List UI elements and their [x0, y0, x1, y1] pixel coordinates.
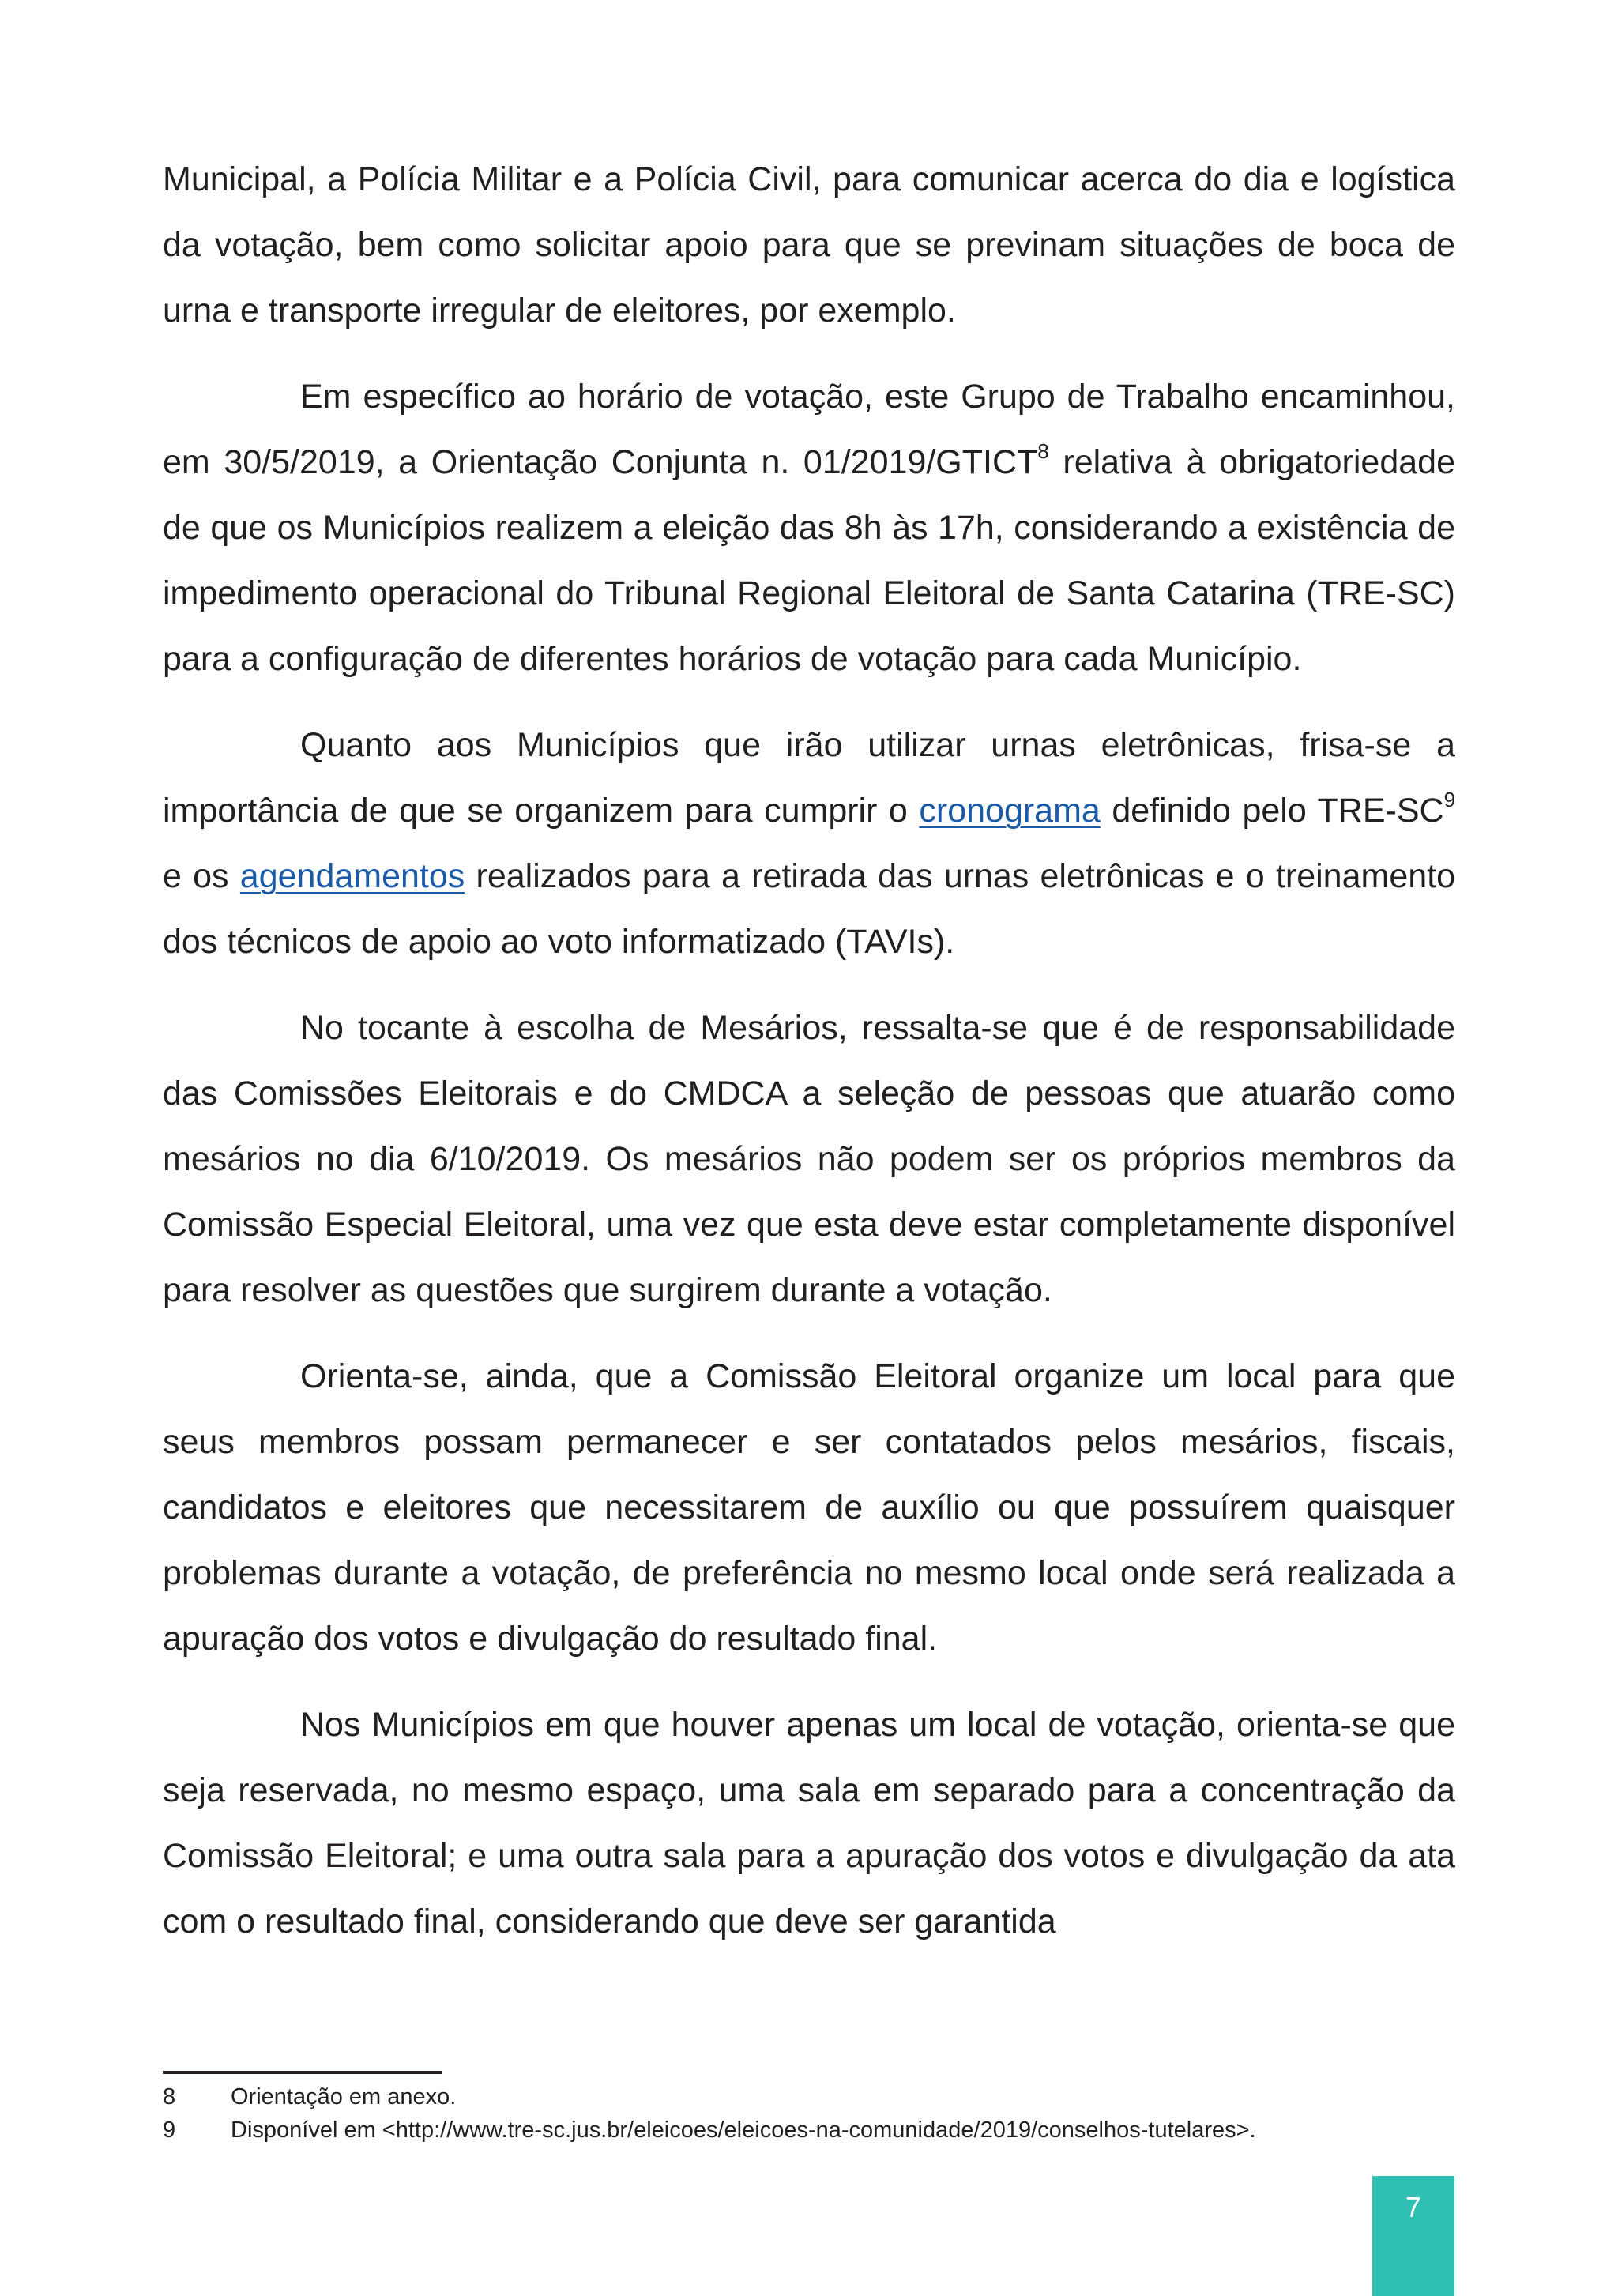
footnote-text: Disponível em <http://www.tre-sc.jus.br/eleicoes/eleicoes-na-comunidade/2019/conselhos-tutelares>.	[231, 2117, 1256, 2143]
paragraph-text: Municipal, a Polícia Militar e a Polícia Civil, para comunicar acerca do dia e logística da votação, bem como solicitar apoio para que se previnam situações de boca de urna e transporte irregular de eleitores, por exemplo.	[163, 160, 1455, 329]
paragraph-text: Nos Municípios em que houver apenas um local de votação, orienta-se que seja reservada, no mesmo espaço, uma sala em separado para a concentração da Comissão Eleitoral; e uma outra sala para a apuração dos votos e divulgação da ata com o resultado final, considerando que deve ser garantida	[163, 1706, 1455, 1940]
footnote-ref[interactable]: 8	[1037, 438, 1049, 463]
document-body	[163, 147, 1455, 1975]
paragraph-text: Quanto aos Municípios que irão utilizar urnas eletrônicas, frisa-se a importância de que se organizem para cumprir o	[163, 726, 1455, 830]
paragraph-text: Orienta-se, ainda, que a Comissão Eleitoral organize um local para que seus membros possam permanecer e ser contatados pelos mesários, fiscais, candidatos e eleitores que necessitarem de auxílio ou que possuírem quaisquer problemas durante a votação, de preferência no mesmo local onde será realizada a apuração dos votos e divulgação do resultado final.	[163, 1357, 1455, 1658]
paragraph	[163, 1692, 1455, 1955]
paragraph	[163, 364, 1455, 692]
paragraph-text: e os	[163, 857, 229, 895]
footnote-ref[interactable]: 9	[1443, 787, 1456, 811]
paragraph	[163, 996, 1455, 1323]
footnotes	[163, 2080, 1455, 2147]
paragraph-text: Em específico ao horário de votação, este Grupo de Trabalho encaminhou, em 30/5/2019, a Orientação Conjunta n. 01/2019/GTICT	[163, 378, 1455, 481]
page-number: 7	[1405, 2191, 1422, 2223]
paragraph-text: No tocante à escolha de Mesários, ressalta-se que é de responsabilidade das Comissões Eleitorais e do CMDCA a seleção de pessoas que atuarão como mesários no dia 6/10/2019. Os mesários não podem ser os próprios membros da Comissão Especial Eleitoral, uma vez que esta deve estar completamente disponível para resolver as questões que surgirem durante a votação.	[163, 1009, 1455, 1309]
footnote	[163, 2080, 1455, 2113]
agendamentos-link[interactable]: agendamentos	[239, 857, 465, 895]
page-number-badge	[1372, 2176, 1454, 2296]
paragraph-text: relativa à obrigatoriedade de que os Municípios realizem a eleição das 8h às 17h, considerando a existência de impedimento operacional do Tribunal Regional Eleitoral de Santa Catarina (TRE-SC) para a configuração de diferentes horários de votação para cada Município.	[163, 443, 1455, 678]
paragraph-text: realizados para a retirada das urnas eletrônicas e o treinamento dos técnicos de apoio ao voto informatizado (TAVIs).	[163, 857, 1456, 961]
footnote	[163, 2113, 1455, 2147]
footnote-number: 8	[163, 2084, 176, 2110]
paragraph	[163, 147, 1455, 344]
footnote-text: Orientação em anexo.	[231, 2084, 457, 2110]
paragraph	[163, 713, 1455, 975]
paragraph-text: definido pelo TRE-SC	[1112, 792, 1444, 830]
cronograma-link[interactable]: cronograma	[919, 792, 1101, 830]
footnote-number: 9	[163, 2117, 176, 2143]
footnote-divider	[163, 2071, 442, 2074]
paragraph	[163, 1344, 1455, 1672]
